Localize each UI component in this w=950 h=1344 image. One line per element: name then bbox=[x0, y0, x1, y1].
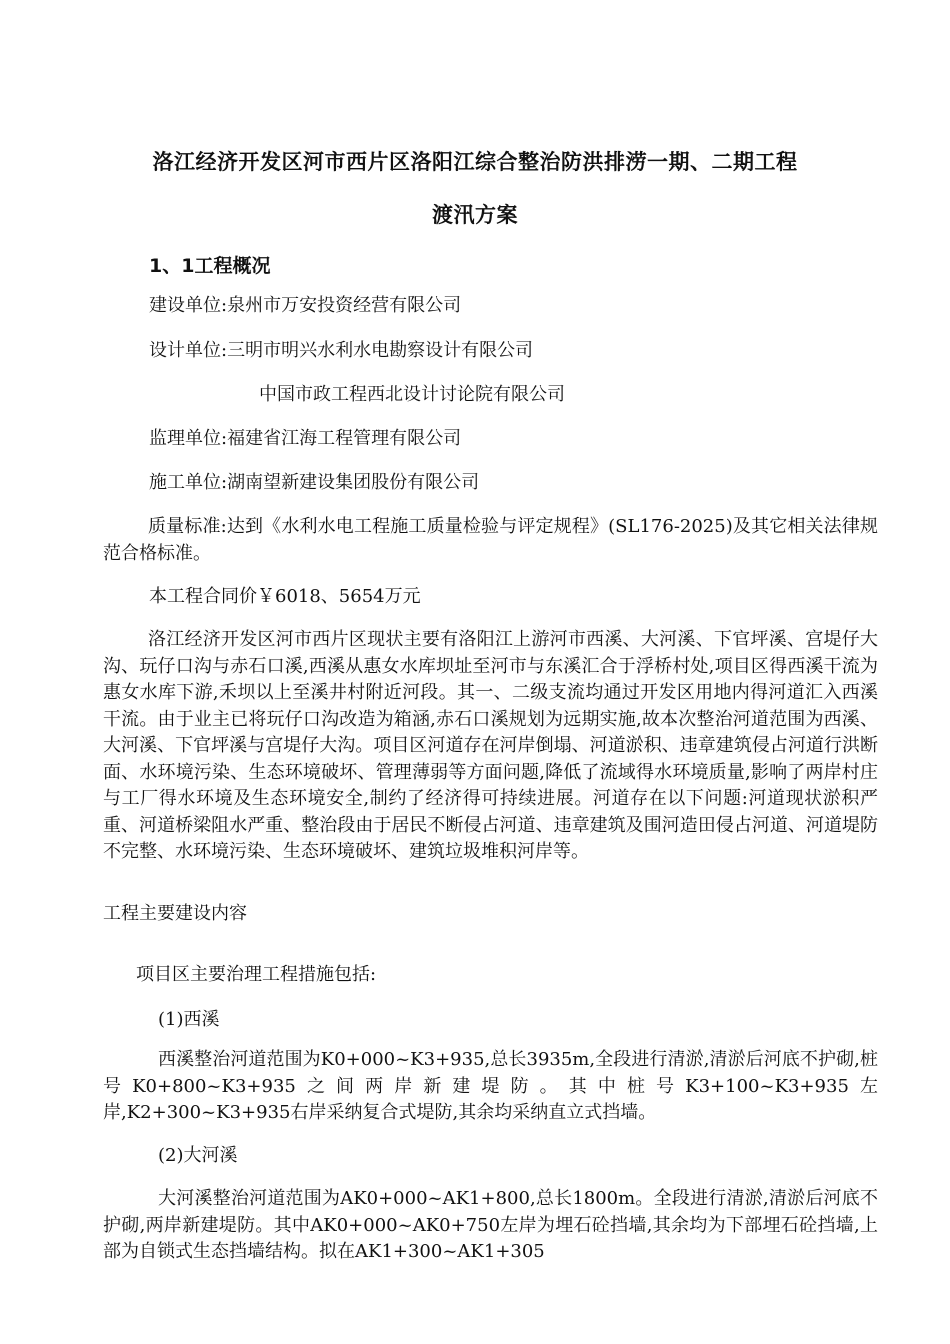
project-overview-paragraph: 洛江经济开发区河市西片区现状主要有洛阳江上游河市西溪、大河溪、下官坪溪、宫堤仔大沟、玩仔口沟与赤石口溪,西溪从惠女水库坝址至河市与东溪汇合于浮桥村处,项目区得西溪干流为惠女水库下游,禾坝以上至溪井村附近河段。其一、二级支流均通过开发区用地内得河道汇入西溪干流。由于业主已将玩仔口沟改造为箱涵,赤石口溪规划为远期实施,故本次整治河道范围为西溪、大河溪、下官坪溪与宫堤仔大沟。项目区河道存在河岸倒塌、河道淤积、违章建筑侵占河道行洪断面、水环境污染、生态环境破坏、管理薄弱等方面问题,降低了流域得水环境质量,影响了两岸村庄与工厂得水环境及生态环境安全,制约了经济得可持续进展。河道存在以下问题:河道现状淤积严重、河道桥梁阻水严重、整治段由于居民不断侵占河道、违章建筑及围河造田侵占河道、河道堤防不完整、水环境污染、生态环境破坏、建筑垃圾堆积河岸等。 bbox=[103, 629, 878, 862]
section-heading: 1、1工程概况 bbox=[149, 255, 271, 277]
xixi-paragraph: 西溪整治河道范围为K0+000~K3+935,总长3935m,全段进行清淤,清淤后河底不护砌,桩号K0+800~K3+935之间两岸新建堤防。其中桩号K3+100~K3+935左岸,K2+300~K3+935右岸采纳复合式堤防,其余均采纳直立式挡墙。 bbox=[103, 1049, 878, 1123]
document-title-line-2: 渡汛方案 bbox=[432, 203, 518, 227]
quality-standard-paragraph: 质量标准:达到《水利水电工程施工质量检验与评定规程》(SL176-2025)及其它相关法律规范合格标准。 bbox=[103, 516, 878, 564]
main-content-label: 工程主要建设内容 bbox=[103, 903, 247, 924]
document-title-line-1: 洛江经济开发区河市西片区洛阳江综合整治防洪排涝一期、二期工程 bbox=[152, 150, 798, 174]
supervisor-line: 监理单位:福建省江海工程管理有限公司 bbox=[149, 428, 462, 449]
dahexi-heading: (2)大河溪 bbox=[158, 1145, 238, 1166]
dahexi-paragraph: 大河溪整治河道范围为AK0+000~AK1+800,总长1800m。全段进行清淤,清淤后河底不护砌,两岸新建堤防。其中AK0+000~AK0+750左岸为埋石砼挡墙,其余均为下部埋石砼挡墙,上部为自锁式生态挡墙结构。拟在AK1+300~AK1+305 bbox=[103, 1188, 878, 1262]
builder-line: 建设单位:泉州市万安投资经营有限公司 bbox=[149, 295, 462, 316]
contractor-line: 施工单位:湖南望新建设集团股份有限公司 bbox=[149, 472, 480, 493]
contract-price-line: 本工程合同价￥6018、5654万元 bbox=[149, 586, 421, 607]
designer-line-2: 中国市政工程西北设计讨论院有限公司 bbox=[259, 384, 565, 405]
measures-intro-line: 项目区主要治理工程措施包括: bbox=[136, 964, 377, 985]
xixi-heading: (1)西溪 bbox=[158, 1009, 220, 1030]
designer-line: 设计单位:三明市明兴水利水电勘察设计有限公司 bbox=[149, 340, 534, 361]
